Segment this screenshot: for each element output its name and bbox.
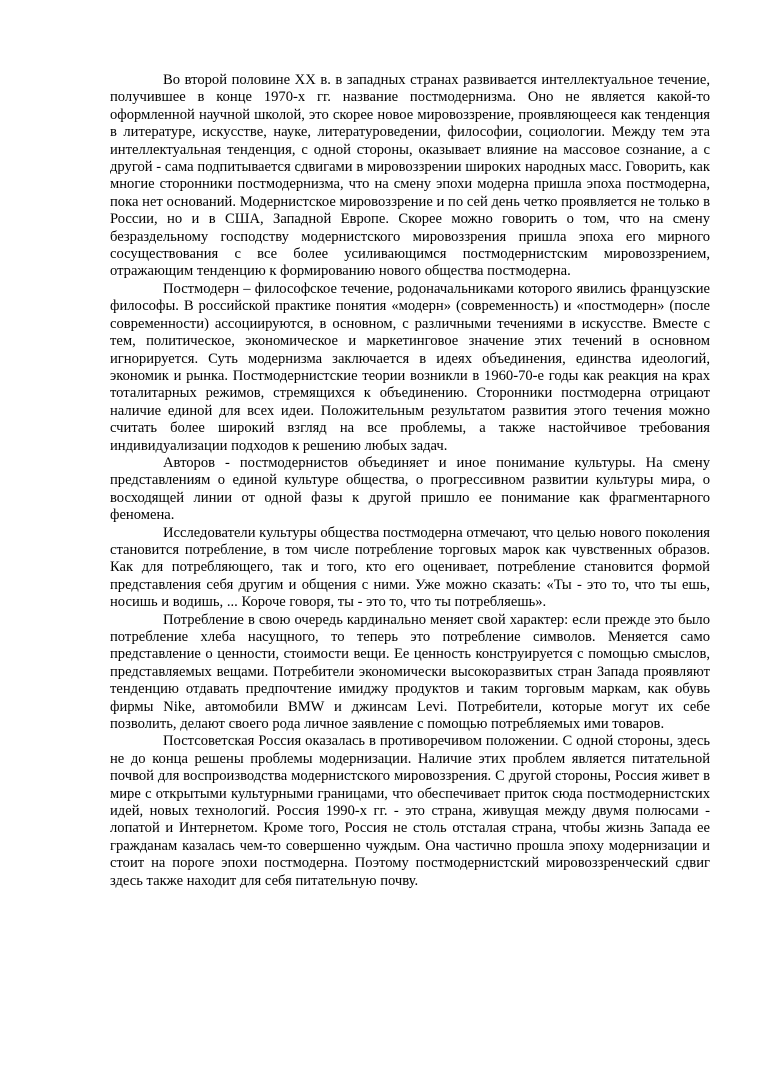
paragraph-3: Авторов - постмодернистов объединяет и иное понимание культуры. На смену представлениям о единой культуре общества, о прогрессивном развитии культуры мира, о восходящей линии от одной фазы к другой пришло ее понимание как фрагментарного феномена.	[110, 454, 710, 524]
paragraph-2: Постмодерн – философское течение, родоначальниками которого явились французские философы. В российской практике понятия «модерн» (современность) и «постмодерн» (после современности) ассоциируются, в основном, с различными течениями в искусстве. Вместе с тем, политическое, экономическое и маркетинговое значение этих течений в основном игнорируется. Суть модернизма заключается в идеях объединения, единства идеологий, экономик и рынка. Постмодернистские теории возникли в 1960-70-е годы как реакция на крах тоталитарных режимов, стремящихся к объединению. Сторонники постмодерна отрицают наличие единой для всех идеи. Положительным результатом развития этого течения можно считать более широкий взгляд на все проблемы, а также настойчивое требования индивидуализации подходов к решению любых задач.	[110, 280, 710, 454]
document-page	[110, 72, 710, 890]
paragraph-5: Потребление в свою очередь кардинально меняет свой характер: если прежде это было потребление хлеба насущного, то теперь это потребление символов. Меняется само представление о ценности, стоимости вещи. Ее ценность конструируется с помощью смыслов, представляемых вещами. Потребители экономически высокоразвитых стран Запада проявляют тенденцию отдавать предпочтение имиджу продуктов и таким торговым маркам, как обувь фирмы Nike, автомобили BMW и джинсам Levi. Потребители, которые могут их себе позволить, делают своего рода личное заявление с помощью потребляемых ими товаров.	[110, 611, 710, 733]
paragraph-4: Исследователи культуры общества постмодерна отмечают, что целью нового поколения становится потребление, в том числе потребление торговых марок как чувственных образов. Как для потребляющего, так и того, кто его оценивает, потребление становится формой представления себя другим и общения с ними. Уже можно сказать: «Ты - это то, что ты ешь, носишь и водишь, ... Короче говоря, ты - это то, что ты потребляешь».	[110, 524, 710, 611]
paragraph-1: Во второй половине XX в. в западных странах развивается интеллектуальное течение, получившее в конце 1970-х гг. название постмодернизма. Оно не является какой-то оформленной научной школой, это скорее новое мировоззрение, проявляющееся как тенденция в литературе, искусстве, науке, литературоведении, философии, социологии. Между тем эта интеллектуальная тенденция, с одной стороны, оказывает влияние на массовое сознание, а с другой - сама подпитывается сдвигами в мировоззрении широких народных масс. Говорить, как многие сторонники постмодернизма, что на смену эпохи модерна пришла эпоха постмодерна, пока нет оснований. Модернистское мировоззрение и по сей день четко проявляется не только в России, но и в США, Западной Европе. Скорее можно говорить о том, что на смену безраздельному господству модернистского мировоззрения пришла эпоха его мирного сосуществования с все более усиливающимся постмодернистским мировоззрением, отражающим тенденцию к формированию нового общества постмодерна.	[110, 72, 710, 280]
paragraph-6: Постсоветская Россия оказалась в противоречивом положении. С одной стороны, здесь не до конца решены проблемы модернизации. Наличие этих проблем является питательной почвой для воспроизводства модернистского мировоззрения. С другой стороны, Россия живет в мире с открытыми культурными границами, что обеспечивает приток сюда постмодернистских идей, новых технологий. Россия 1990-х гг. - это страна, живущая между двумя полюсами - лопатой и Интернетом. Кроме того, Россия не столь отсталая страна, чтобы жизнь Запада ее гражданам казалась чем-то совершенно чуждым. Она частично прошла эпоху модернизации и стоит на пороге эпохи постмодерна. Поэтому постмодернистский мировоззренческий сдвиг здесь также находит для себя питательную почву.	[110, 733, 710, 889]
